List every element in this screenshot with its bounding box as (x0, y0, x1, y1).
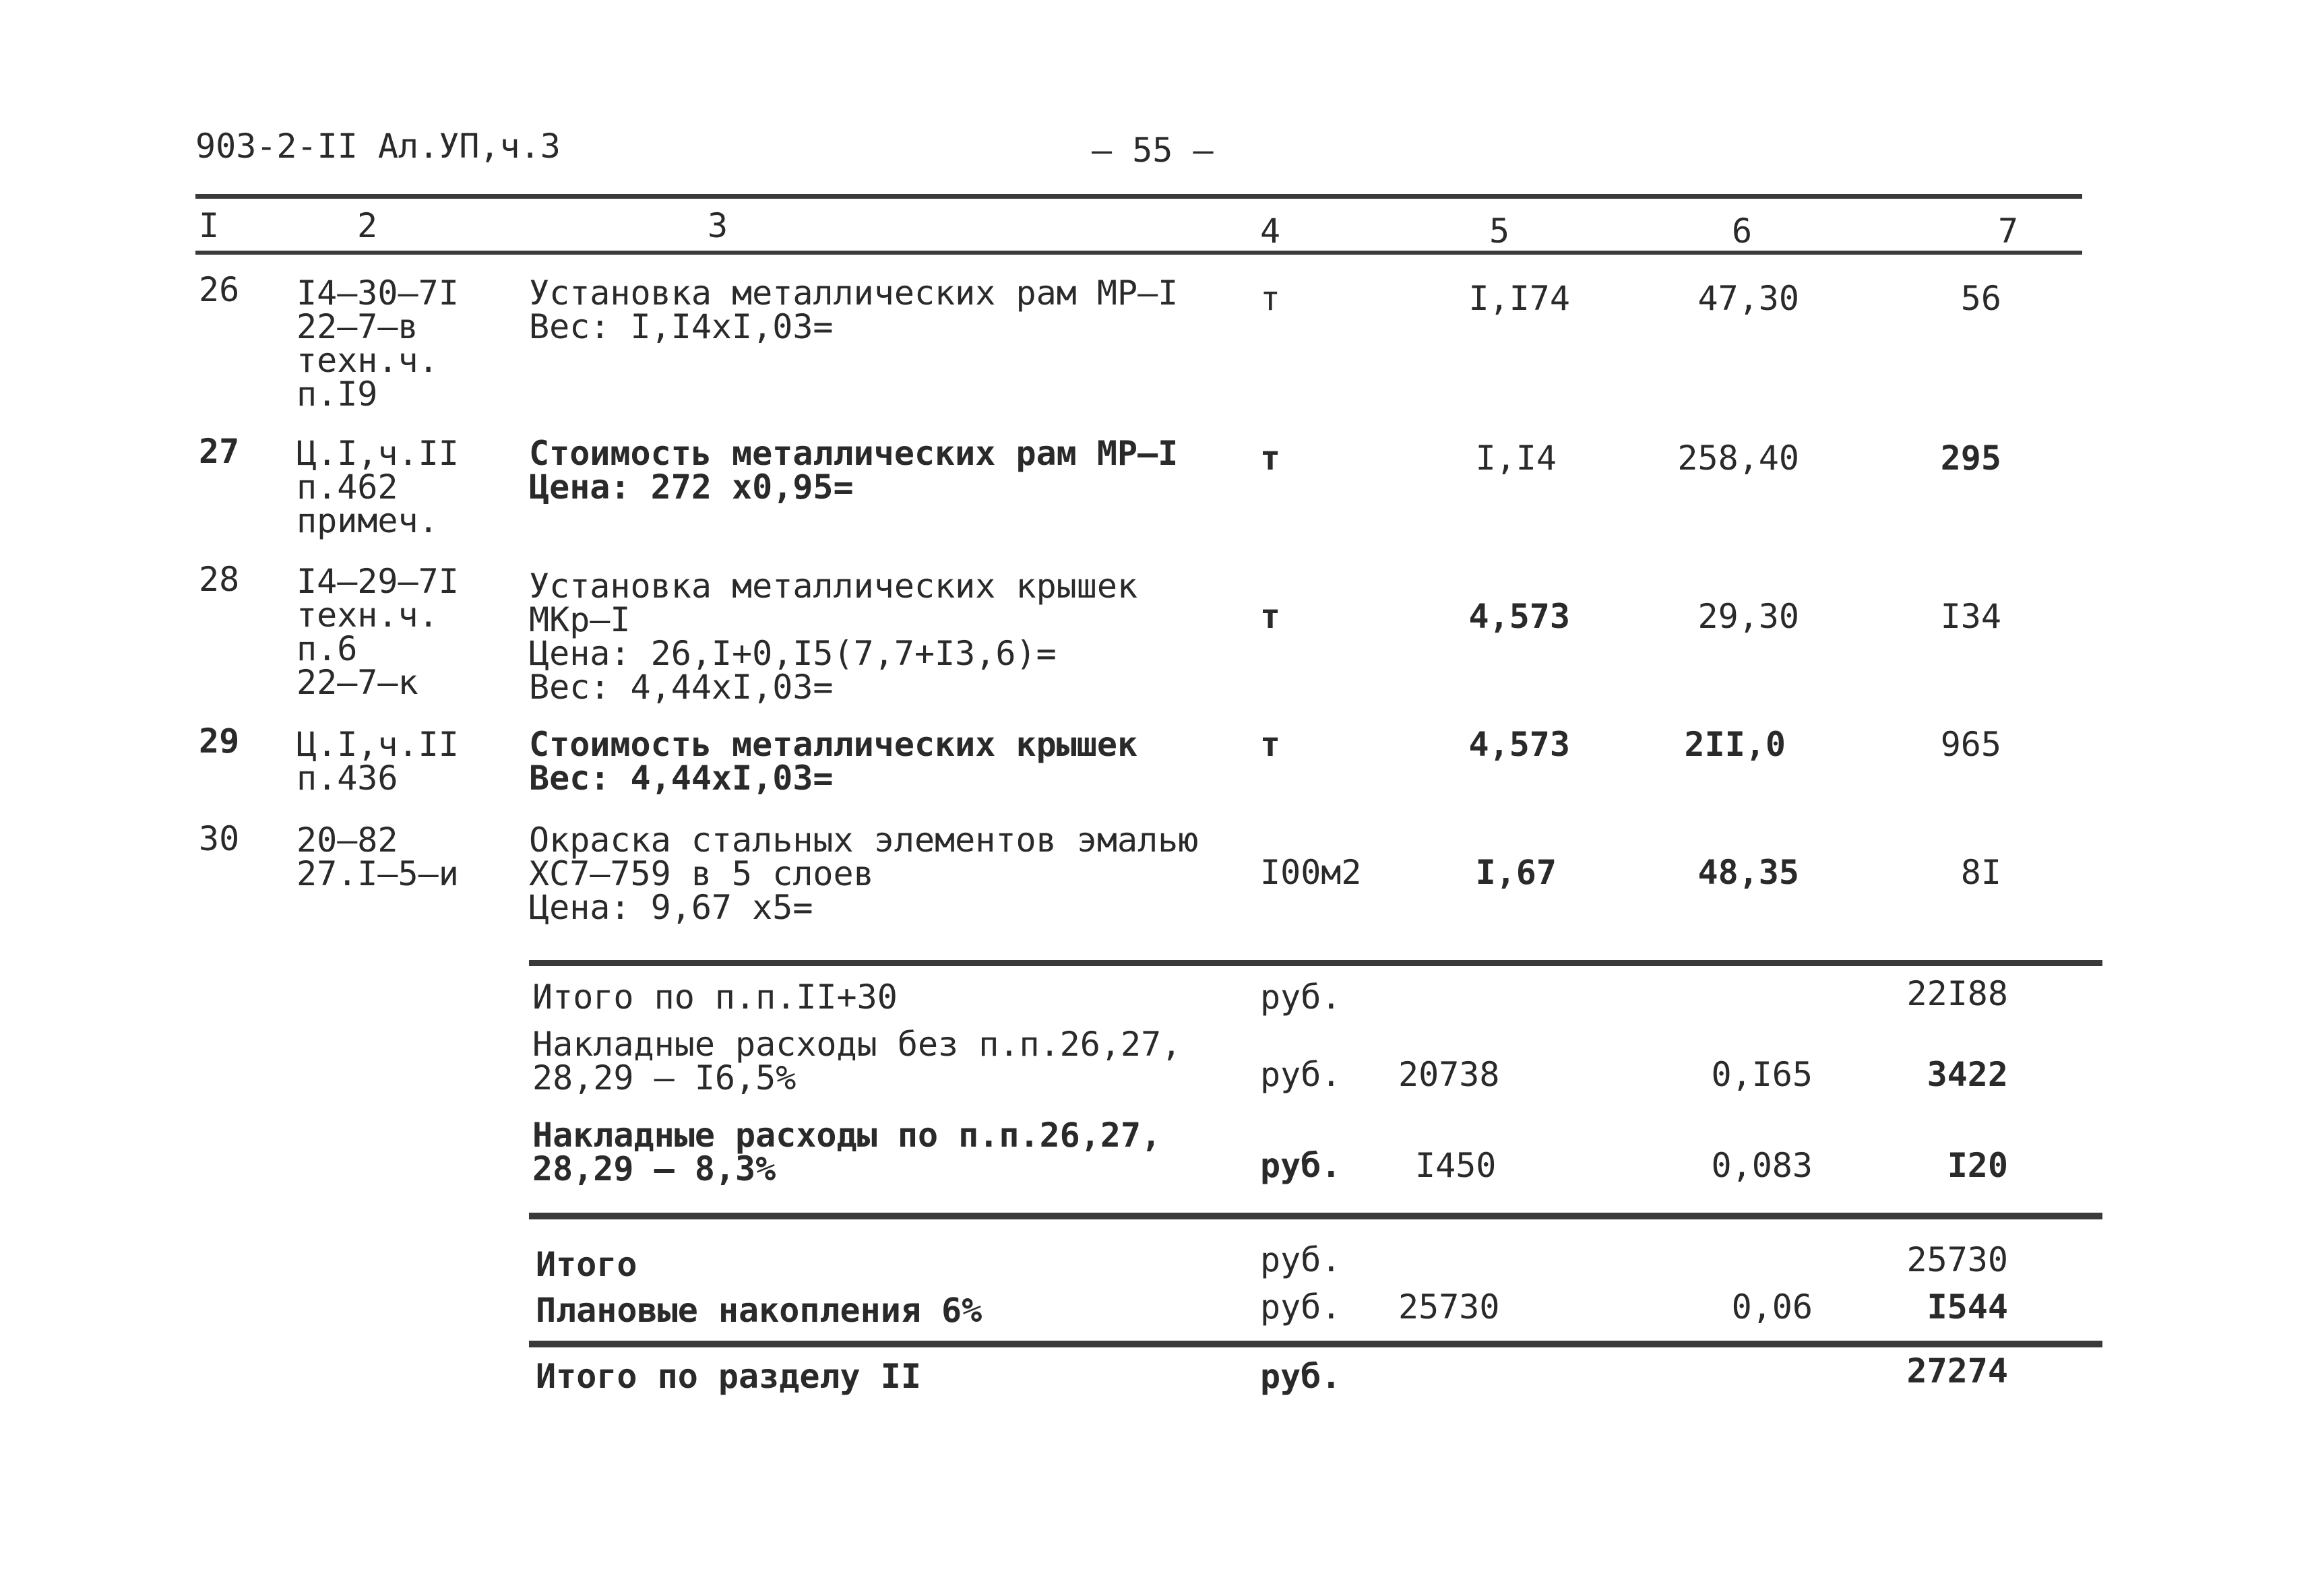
row-total: 8I (1960, 853, 2001, 892)
section-total-label: Итого по разделу II (536, 1357, 921, 1396)
row-number: 29 (199, 722, 240, 761)
summary-label: Накладные расходы по п.п.26,27, 28,29 – 8,3% (532, 1116, 1162, 1188)
row-quantity: 4,573 (1468, 597, 1570, 636)
summary-total: 25730 (1906, 1240, 2008, 1279)
row-total: I34 (1940, 597, 2001, 636)
summary-label: Накладные расходы без п.п.26,27, 28,29 – I6,5% (532, 1025, 1182, 1097)
summary-label: Итого (536, 1245, 637, 1284)
summary-label: Плановые накопления 6% (536, 1291, 982, 1330)
row-price: 2II,0 (1684, 725, 1786, 764)
summary-rate: 0,083 (1711, 1146, 1813, 1185)
summary-unit: руб. (1260, 1055, 1342, 1094)
row-price: 47,30 (1697, 279, 1799, 318)
row-quantity: I,67 (1475, 853, 1557, 892)
header-bottom-rule (195, 251, 2082, 255)
summary-unit: руб. (1260, 978, 1342, 1017)
row-description: Установка металлических крышек МКр–I Цена: 26,I+0,I5(7,7+I3,6)= Вес: 4,44хI,03= (529, 567, 1138, 707)
row-description: Стоимость металлических крышек Вес: 4,44хI,03= (529, 725, 1138, 798)
row-description: Стоимость металлических рам МР–I Цена: 272 х0,95= (529, 434, 1179, 507)
col-header-6: 6 (1732, 212, 1753, 251)
page-number: – 55 – (1092, 131, 1214, 170)
summary-base: 25730 (1398, 1287, 1500, 1327)
col-header-1: I (199, 206, 220, 245)
row-reference: Ц.I,ч.II п.462 примеч. (296, 434, 459, 540)
summary-total: 22I88 (1906, 974, 2008, 1013)
row-reference: Ц.I,ч.II п.436 (296, 725, 459, 798)
row-quantity: 4,573 (1468, 725, 1570, 764)
document-code: 903-2-II Ал.УП,ч.3 (195, 127, 561, 166)
summary-label: Итого по п.п.II+30 (532, 978, 898, 1017)
row-total: 56 (1960, 279, 2001, 318)
row-unit: т (1260, 279, 1281, 318)
row-number: 30 (199, 819, 240, 858)
row-total: 295 (1940, 439, 2001, 478)
col-header-5: 5 (1489, 212, 1510, 251)
summary-total: 3422 (1927, 1055, 2008, 1094)
summary-total: I544 (1927, 1287, 2008, 1327)
row-unit: т (1260, 725, 1281, 764)
col-header-3: 3 (708, 206, 728, 245)
row-total: 965 (1940, 725, 2001, 764)
summary-rate: 0,06 (1731, 1287, 1813, 1327)
row-description: Окраска стальных элементов эмалью ХС7–759 в 5 слоев Цена: 9,67 х5= (529, 821, 1199, 927)
summary-top-rule (529, 960, 2102, 966)
summary-middle-rule (529, 1213, 2102, 1219)
row-quantity: I,I4 (1475, 439, 1557, 478)
row-number: 28 (199, 560, 240, 599)
row-description: Установка металлических рам МР–I Вес: I,I4хI,03= (529, 274, 1179, 346)
row-unit: т (1260, 439, 1281, 478)
col-header-4: 4 (1260, 212, 1281, 251)
row-price: 29,30 (1697, 597, 1799, 636)
summary-unit: руб. (1260, 1146, 1342, 1185)
col-header-2: 2 (357, 206, 378, 245)
section-total-value: 27274 (1906, 1351, 2008, 1391)
row-quantity: I,I74 (1468, 279, 1570, 318)
table-top-rule (195, 194, 2082, 199)
row-unit: т (1260, 597, 1281, 636)
row-price: 258,40 (1677, 439, 1799, 478)
summary-total: I20 (1947, 1146, 2008, 1185)
row-unit: I00м2 (1260, 853, 1362, 892)
summary-base: 20738 (1398, 1055, 1500, 1094)
summary-unit: руб. (1260, 1287, 1342, 1327)
row-reference: I4–30–7I 22–7–в техн.ч. п.I9 (296, 274, 459, 414)
summary-bottom-rule (529, 1341, 2102, 1347)
row-reference: 20–82 27.I–5–и (296, 821, 459, 893)
row-reference: I4–29–7I техн.ч. п.6 22–7–к (296, 562, 459, 702)
col-header-7: 7 (1998, 212, 2019, 251)
row-number: 26 (199, 270, 240, 309)
summary-unit: руб. (1260, 1357, 1342, 1396)
summary-unit: руб. (1260, 1240, 1342, 1279)
summary-rate: 0,I65 (1711, 1055, 1813, 1094)
row-price: 48,35 (1697, 853, 1799, 892)
row-number: 27 (199, 432, 240, 471)
summary-base: I450 (1415, 1146, 1497, 1185)
